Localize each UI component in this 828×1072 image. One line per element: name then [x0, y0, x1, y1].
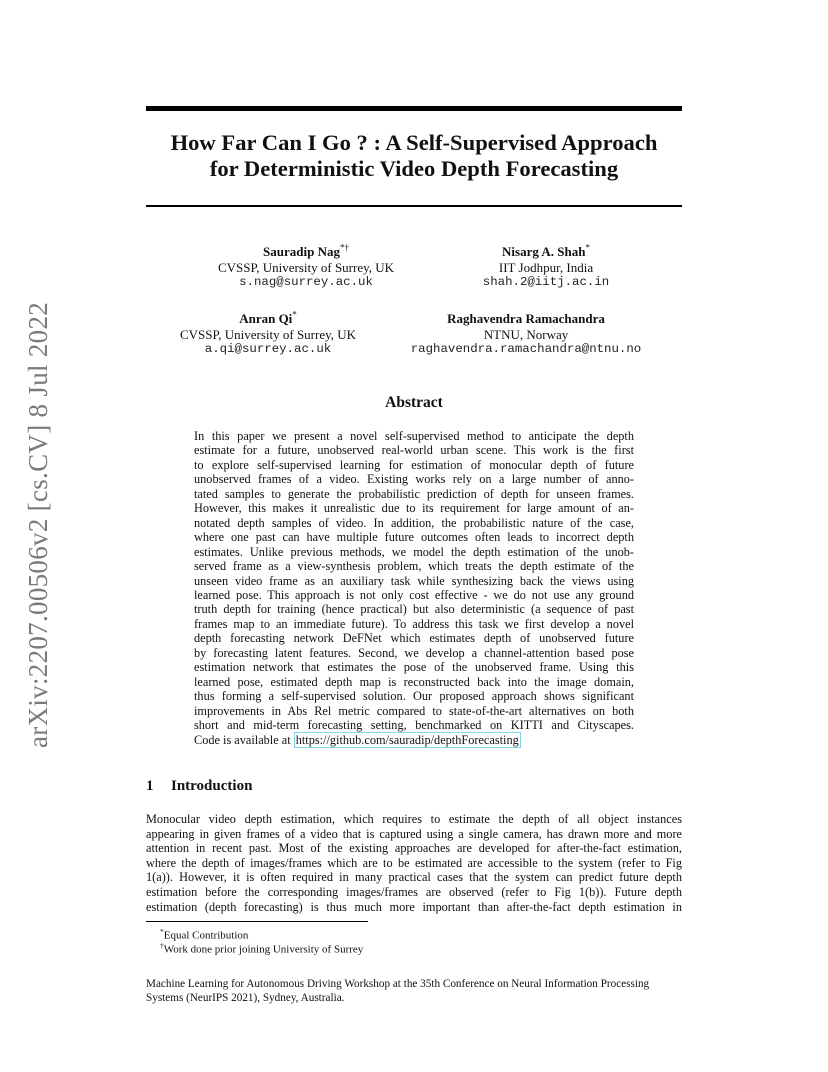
author-name: Sauradip Nag	[263, 244, 340, 259]
venue-line-2: Systems (NeurIPS 2021), Sydney, Australia.	[146, 992, 345, 1004]
arxiv-side-stamp: arXiv:2207.00506v2 [cs.CV] 8 Jul 2022	[23, 301, 53, 748]
footnote-rule	[146, 921, 368, 922]
abstract-line: improvements in Abs Rel metric compared to state-of-the-art alternatives on both	[194, 703, 634, 718]
abstract-line: estimation network that estimates the pose of the unobserved frame. Using this	[194, 660, 634, 675]
abstract-line: estimate for a future, unobserved real-world urban scene. This work is the first	[194, 443, 634, 458]
intro-line: attention in recent past. Most of the existing approaches are developed for after-the-fact estimation,	[146, 841, 682, 856]
author-email[interactable]: shah.2@iitj.ac.in	[482, 275, 610, 289]
author-mark: *	[585, 242, 590, 253]
author-block-2	[430, 244, 662, 291]
section-title: Introduction	[171, 778, 253, 794]
abstract-line: unseen video frame as an auxiliary task while synthesizing back the views using	[194, 573, 634, 588]
author-block-1	[190, 244, 422, 291]
abstract-line: learned pose, estimated depth map is reconstructed back into the image domain,	[194, 674, 634, 689]
abstract-line: unobserved frames of a video. Existing works rely on a large number of anno-	[194, 472, 634, 487]
author-affiliation: NTNU, Norway	[483, 326, 569, 342]
intro-line: 1(a)). However, it is often required in many practical cases that the system can predict future depth	[146, 870, 682, 885]
code-prefix: Code is available at	[194, 732, 294, 747]
title-top-rule	[146, 106, 682, 111]
abstract-line: where one past can have multiple future outcomes often leads to incorrect depth	[194, 530, 634, 545]
paper-title	[146, 130, 682, 182]
intro-line: Monocular video depth estimation, which requires to estimate the depth of all object instances	[146, 812, 682, 826]
abstract-body	[194, 429, 634, 747]
intro-line: where the depth of images/frames which are to be estimated are accessible to the system (refer to Fig	[146, 855, 682, 870]
author-email[interactable]: s.nag@surrey.ac.uk	[239, 275, 373, 289]
abstract-line: served frame as a view-synthesis problem, which treats the depth estimate of the	[194, 559, 634, 574]
abstract-line: notated depth samples of video. In addition, the probabilistic nature of the case,	[194, 515, 634, 530]
footnote-mark: *	[160, 927, 164, 936]
author-block-4	[396, 311, 656, 358]
title-line-2: for Deterministic Video Depth Forecasting	[209, 156, 619, 181]
venue-note	[146, 977, 682, 1005]
author-block-3	[152, 311, 384, 358]
abstract-line: However, this makes it unrealistic due to its requirement for large amount of an-	[194, 501, 634, 516]
title-line-1: How Far Can I Go ? : A Self-Supervised Approach	[170, 130, 658, 155]
abstract-line: frames map to an immediate future). To address this task we first develop a novel	[194, 616, 634, 631]
abstract-line: truth depth for training (hence practical) but also deterministic (a sequence of past	[194, 602, 634, 617]
author-mark: *†	[339, 242, 349, 253]
author-affiliation: IIT Jodhpur, India	[498, 259, 594, 275]
author-name: Nisarg A. Shah	[502, 244, 586, 259]
footnote-text: Work done prior joining University of Surrey	[163, 943, 364, 956]
author-email[interactable]: a.qi@surrey.ac.uk	[204, 342, 332, 356]
title-bottom-rule	[146, 205, 682, 207]
intro-line: estimation before the corresponding images/frames are observed (refer to Fig 1(b)). Future depth	[146, 884, 682, 899]
abstract-line: by forecasting latent features. Second, we develop a channel-attention based pose	[194, 645, 634, 660]
abstract-line: tated samples to generate the probabilistic prediction of depth for unseen frames.	[194, 486, 634, 501]
footnote-mark: †	[160, 941, 164, 950]
abstract-code-line	[194, 733, 634, 747]
abstract-line: In this paper we present a novel self-supervised method to anticipate the depth	[194, 429, 634, 443]
author-affiliation: CVSSP, University of Surrey, UK	[179, 326, 357, 342]
author-name: Anran Qi	[239, 311, 293, 326]
code-link[interactable]: https://github.com/sauradip/depthForecasting	[295, 732, 519, 747]
section-number: 1	[146, 778, 154, 794]
venue-line-1: Machine Learning for Autonomous Driving Workshop at the 35th Conference on Neural Information Processing	[146, 978, 650, 990]
intro-line: appearing in given frames of a video that is captured using a single camera, has drawn more and more	[146, 826, 682, 841]
author-affiliation: CVSSP, University of Surrey, UK	[217, 259, 395, 275]
footnote-2	[160, 939, 363, 957]
section-heading	[146, 778, 252, 795]
author-email[interactable]: raghavendra.ramachandra@ntnu.no	[410, 342, 642, 356]
intro-line: estimation (depth forecasting) is thus much more important than after-the-fact depth estimation in	[146, 899, 682, 914]
footnote-text: Equal Contribution	[163, 929, 249, 942]
abstract-line: depth forecasting network DeFNet which estimates depth of unobserved future	[194, 631, 634, 646]
abstract-heading: Abstract	[385, 394, 443, 411]
abstract-line: short and mid-term forecasting setting, benchmarked on KITTI and Cityscapes.	[194, 718, 634, 733]
introduction-body	[146, 812, 682, 914]
abstract-line: learned pose. This approach is not only cost effective - we do not use any ground	[194, 587, 634, 602]
author-mark: *	[292, 309, 297, 320]
abstract-line: to explore self-supervised learning for estimation of monocular depth of future	[194, 457, 634, 472]
author-name: Raghavendra Ramachandra	[447, 311, 605, 326]
abstract-line: estimates. Unlike previous methods, we model the depth estimation of the unob-	[194, 544, 634, 559]
abstract-line: thus forming a self-supervised solution. Our proposed approach shows significant	[194, 689, 634, 704]
